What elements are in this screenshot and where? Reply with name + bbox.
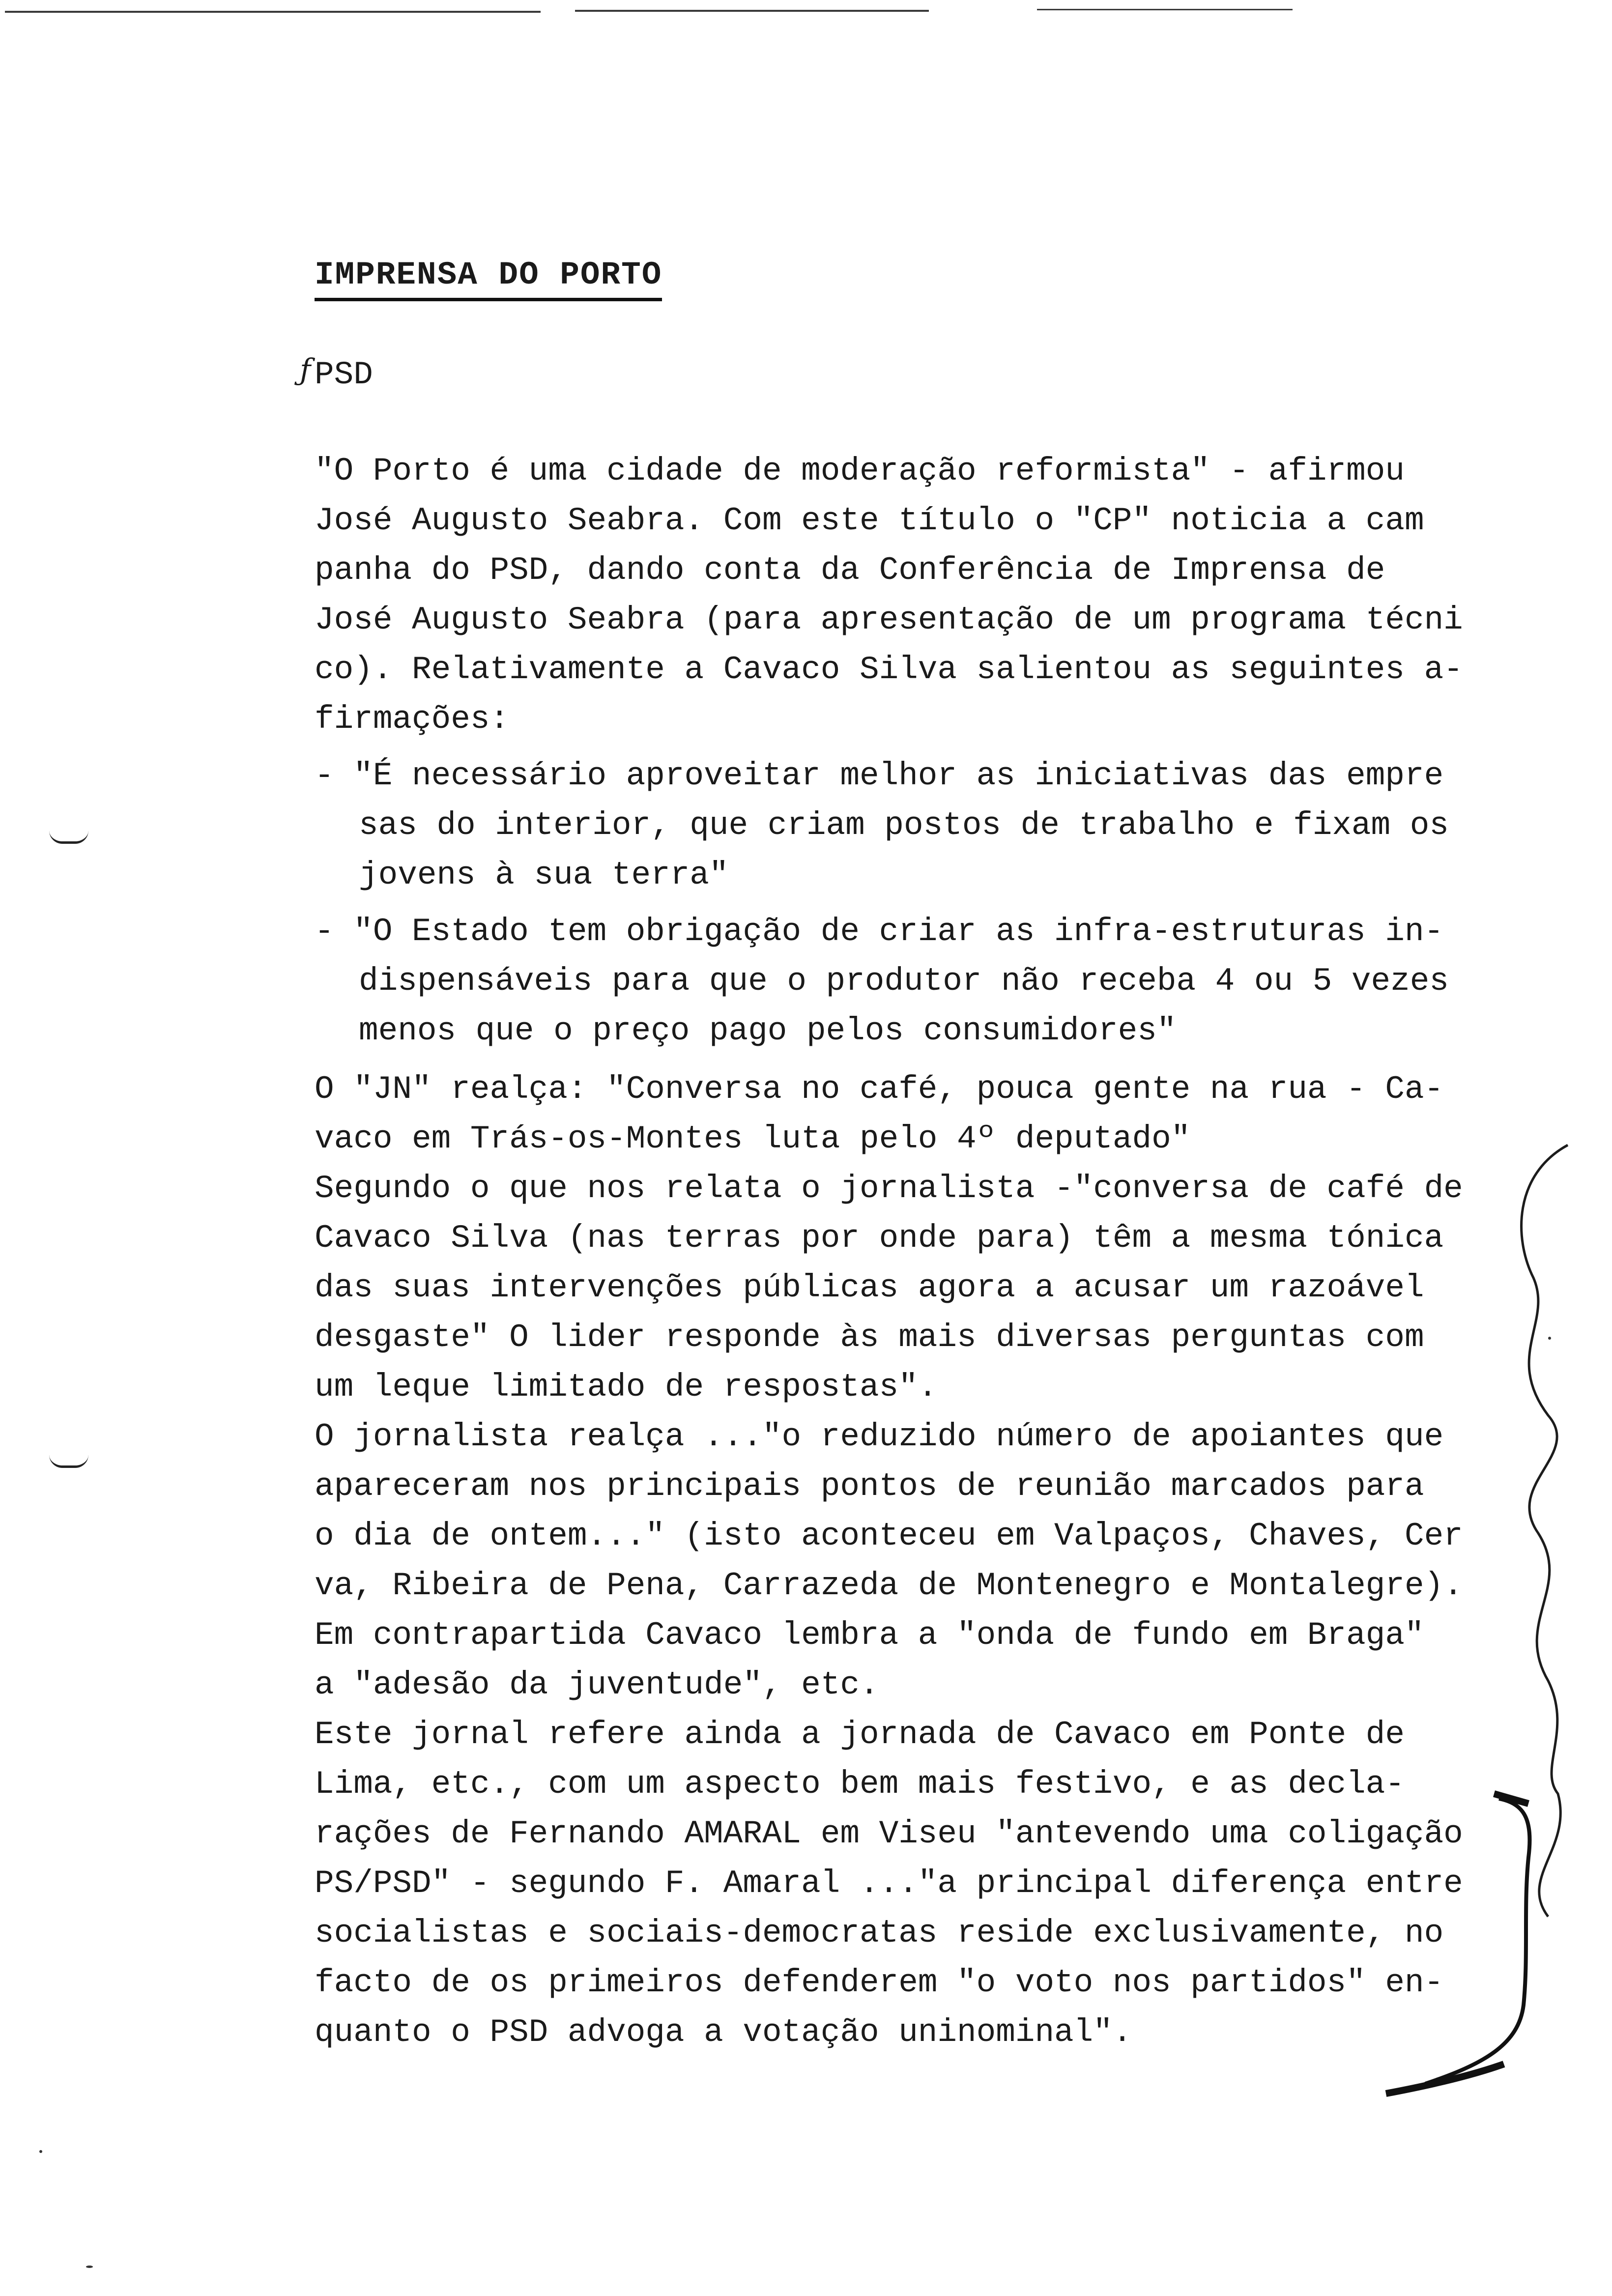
handwritten-check-mark: ƒ [300,353,311,387]
top-rule-middle [575,10,929,12]
subheading-text: PSD [315,356,373,393]
paragraph-jn-report: O "JN" realça: "Conversa no café, pouca gente na rua - Ca- vaco em Trás-os-Montes luta pelo 4º deputado" Segundo o que nos relata o jornalista -"conversa de café de Cavaco Silva (nas terras por onde para) têm a mesma tónica das suas intervenções públicas agora a acusar um razoável desgaste" O lider responde às mais diversas perguntas com um leque limitado de respostas". O jornalista realça ..."o reduzido número de apoiantes que apareceram nos principais pontos de reunião marcados para o dia de ontem..." (isto aconteceu em Valpaços, Chaves, Cer va, Ribeira de Pena, Carrazeda de Montenegro e Montalegre). Em contrapartida Cavaco lembra a "onda de fundo em Braga" a "adesão da juventude", etc. Este jornal refere ainda a jornada de Cavaco em Ponte de Lima, etc., com um aspecto bem mais festivo, e as decla- rações de Fernando AMARAL em Viseu "antevendo uma coligação PS/PSD" - segundo F. Amaral ..."a principal diferença entre socialistas e sociais-democratas reside exclusivamente, no facto de os primeiros defenderem "o voto nos partidos" en- quanto o PSD advoga a votação uninominal". [315,1071,1463,2051]
quote-item: - "O Estado tem obrigação de criar as infra-estruturas in- dispensáveis para que o produtor não receba 4 ou 5 vezes menos que o preço pago pelos consumidores" [315,913,1449,1049]
subheading [300,353,1524,395]
scan-speck [39,2150,42,2153]
paragraph-cp-report: "O Porto é uma cidade de moderação reformista" - afirmou José Augusto Seabra. Com este título o "CP" noticia a cam panha do PSD, dando conta da Conferência de Imprensa de José Augusto Seabra (para apresentação de um programa técni co). Relativamente a Cavaco Silva salientou as seguintes a- firmações: [315,453,1463,738]
scan-speck [86,2266,93,2268]
top-rule-right [1037,9,1293,10]
document-body [300,256,1524,2057]
section-title: IMPRENSA DO PORTO [315,256,662,301]
quote-item: - "É necessário aproveitar melhor as iniciativas das empre sas do interior, que criam postos de trabalho e fixam os jovens à sua terra" [315,757,1449,893]
top-rule-left [5,11,541,13]
margin-tick-mark [49,831,88,844]
scan-speck [1548,1337,1551,1340]
margin-tick-mark [49,1455,88,1468]
